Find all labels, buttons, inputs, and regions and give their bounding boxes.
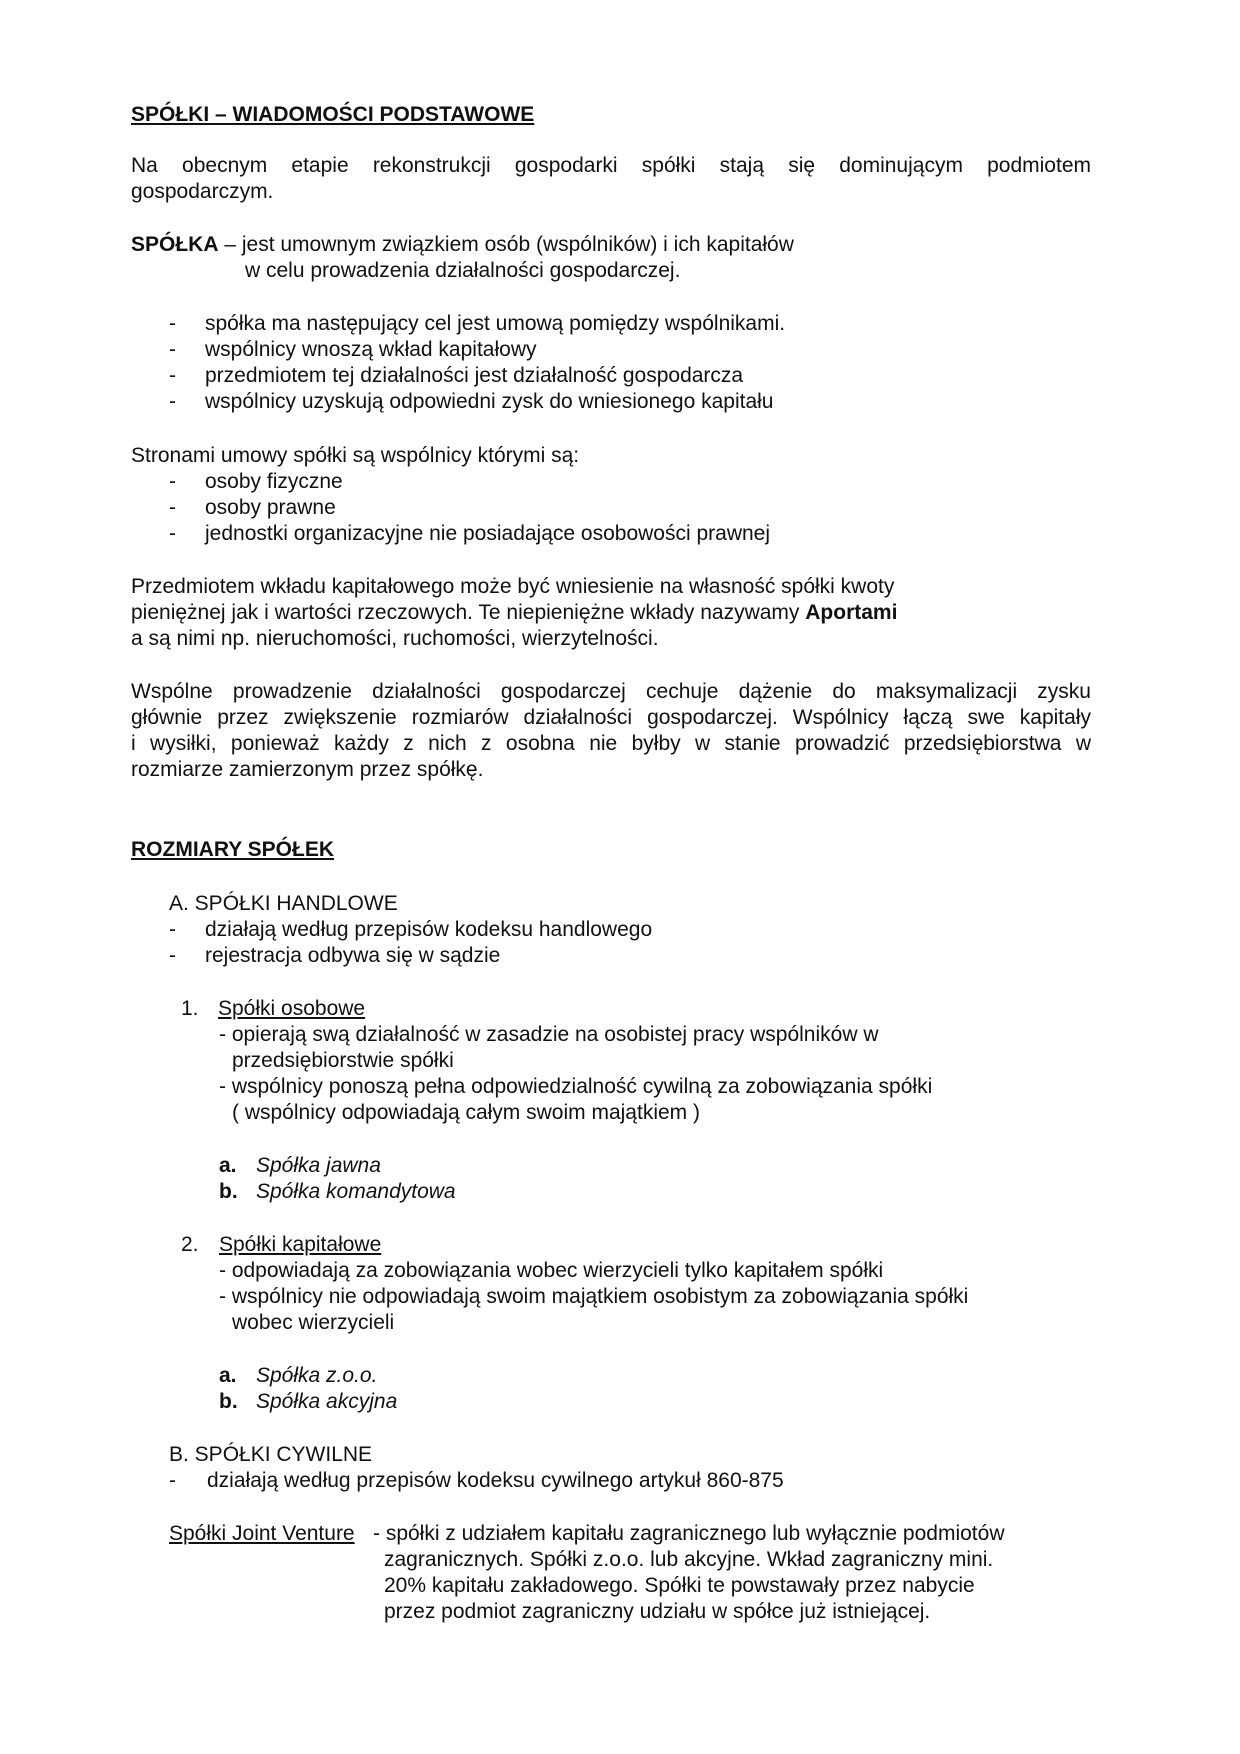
contribution-line-3: a są nimi np. nieruchomości, ruchomości, wierzytelności. — [131, 627, 659, 650]
bullet-dash: - — [169, 1469, 176, 1492]
definition-text: – jest umownym związkiem osób (wspólników) i ich kapitałów — [218, 233, 794, 256]
type-name: Spółka jawna — [256, 1154, 381, 1177]
feature-item: spółka ma następujący cel jest umową pomiędzy wspólnikami. — [205, 312, 786, 335]
type-name: Spółka komandytowa — [256, 1180, 456, 1203]
type-letter: b. — [219, 1180, 238, 1203]
definition-line-2: w celu prowadzenia działalności gospodarczej. — [245, 259, 681, 282]
jv-line-2: zagranicznych. Spółki z.o.o. lub akcyjne. Wkład zagraniczny mini. — [384, 1548, 994, 1571]
personal-bullet-2: - wspólnicy ponoszą pełna odpowiedzialność cywilną za zobowiązania spółki — [219, 1075, 933, 1098]
jv-line-1: - spółki z udziałem kapitału zagranicznego lub wyłącznie podmiotów — [373, 1522, 1005, 1545]
personal-bullet-1: - opierają swą działalność w zasadzie na osobistej pracy wspólników w — [219, 1023, 879, 1046]
joint-line-1: Wspólne prowadzenie działalności gospodarczej cechuje dążenie do maksymalizacji zysku — [131, 680, 1091, 703]
type-name: Spółka akcyjna — [256, 1390, 398, 1413]
definition — [131, 232, 794, 258]
contribution-line-2 — [131, 600, 897, 626]
intro-line-2: gospodarczym. — [131, 180, 274, 203]
bullet-dash: - — [169, 496, 176, 519]
type-name: Spółka z.o.o. — [256, 1364, 378, 1387]
bullet-dash: - — [169, 470, 176, 493]
commercial-item: działają według przepisów kodeksu handlowego — [205, 918, 653, 941]
feature-item: przedmiotem tej działalności jest działalność gospodarcza — [205, 364, 744, 387]
bullet-dash: - — [169, 364, 176, 387]
bullet-dash: - — [169, 522, 176, 545]
jv-label: Spółki Joint Venture — [169, 1522, 355, 1545]
bullet-dash: - — [169, 390, 176, 413]
party-item: osoby fizyczne — [205, 470, 343, 493]
jv-line-4: przez podmiot zagraniczny udziału w spółce już istniejącej. — [384, 1600, 931, 1623]
personal-title: Spółki osobowe — [218, 997, 366, 1020]
feature-item: wspólnicy uzyskują odpowiedni zysk do wniesionego kapitału — [205, 390, 774, 413]
capital-bullet-1: - odpowiadają za zobowiązania wobec wierzycieli tylko kapitałem spółki — [219, 1259, 884, 1282]
capital-bullet-2: - wspólnicy nie odpowiadają swoim majątkiem osobistym za zobowiązania spółki — [219, 1285, 969, 1308]
civil-item: działają według przepisów kodeksu cywilnego artykuł 860-875 — [207, 1469, 784, 1492]
personal-bullet-2-cont: ( wspólnicy odpowiadają całym swoim majątkiem ) — [232, 1101, 700, 1124]
type-letter: b. — [219, 1390, 238, 1413]
joint-line-4: rozmiarze zamierzonym przez spółkę. — [131, 758, 484, 781]
type-letter: a. — [219, 1364, 237, 1387]
contribution-text: pieniężnej jak i wartości rzeczowych. Te niepieniężne wkłady nazywamy — [131, 601, 806, 624]
commercial-item: rejestracja odbywa się w sądzie — [205, 944, 501, 967]
section-title-sizes: ROZMIARY SPÓŁEK — [131, 838, 335, 861]
page-title: SPÓŁKI – WIADOMOŚCI PODSTAWOWE — [131, 103, 535, 126]
bullet-dash: - — [169, 338, 176, 361]
bullet-dash: - — [169, 944, 176, 967]
capital-number: 2. — [181, 1233, 199, 1256]
party-item: osoby prawne — [205, 496, 336, 519]
personal-bullet-1-cont: przedsiębiorstwie spółki — [232, 1049, 454, 1072]
bullet-dash: - — [169, 312, 176, 335]
contribution-line-1: Przedmiotem wkładu kapitałowego może być wniesienie na własność spółki kwoty — [131, 575, 895, 598]
bullet-dash: - — [169, 918, 176, 941]
joint-line-2: głównie przez zwiększenie rozmiarów działalności gospodarczej. Wspólnicy łączą swe kapitały — [131, 706, 1091, 729]
parties-intro: Stronami umowy spółki są wspólnicy którymi są: — [131, 444, 580, 467]
type-letter: a. — [219, 1154, 237, 1177]
civil-heading: B. SPÓŁKI CYWILNE — [169, 1443, 373, 1466]
feature-item: wspólnicy wnoszą wkład kapitałowy — [205, 338, 537, 361]
jv-line-3: 20% kapitału zakładowego. Spółki te powstawały przez nabycie — [384, 1574, 975, 1597]
commercial-heading: A. SPÓŁKI HANDLOWE — [169, 892, 398, 915]
intro-line-1: Na obecnym etapie rekonstrukcji gospodarki spółki stają się dominującym podmiotem — [131, 154, 1091, 177]
personal-number: 1. — [181, 997, 199, 1020]
party-item: jednostki organizacyjne nie posiadające osobowości prawnej — [205, 522, 771, 545]
definition-term: SPÓŁKA — [131, 233, 219, 256]
capital-bullet-2-cont: wobec wierzycieli — [232, 1311, 395, 1334]
aporty-term: Aportami — [805, 601, 898, 624]
capital-title: Spółki kapitałowe — [219, 1233, 382, 1256]
joint-line-3: i wysiłki, ponieważ każdy z nich z osobna nie byłby w stanie prowadzić przedsiębiorstwa w — [131, 732, 1091, 755]
